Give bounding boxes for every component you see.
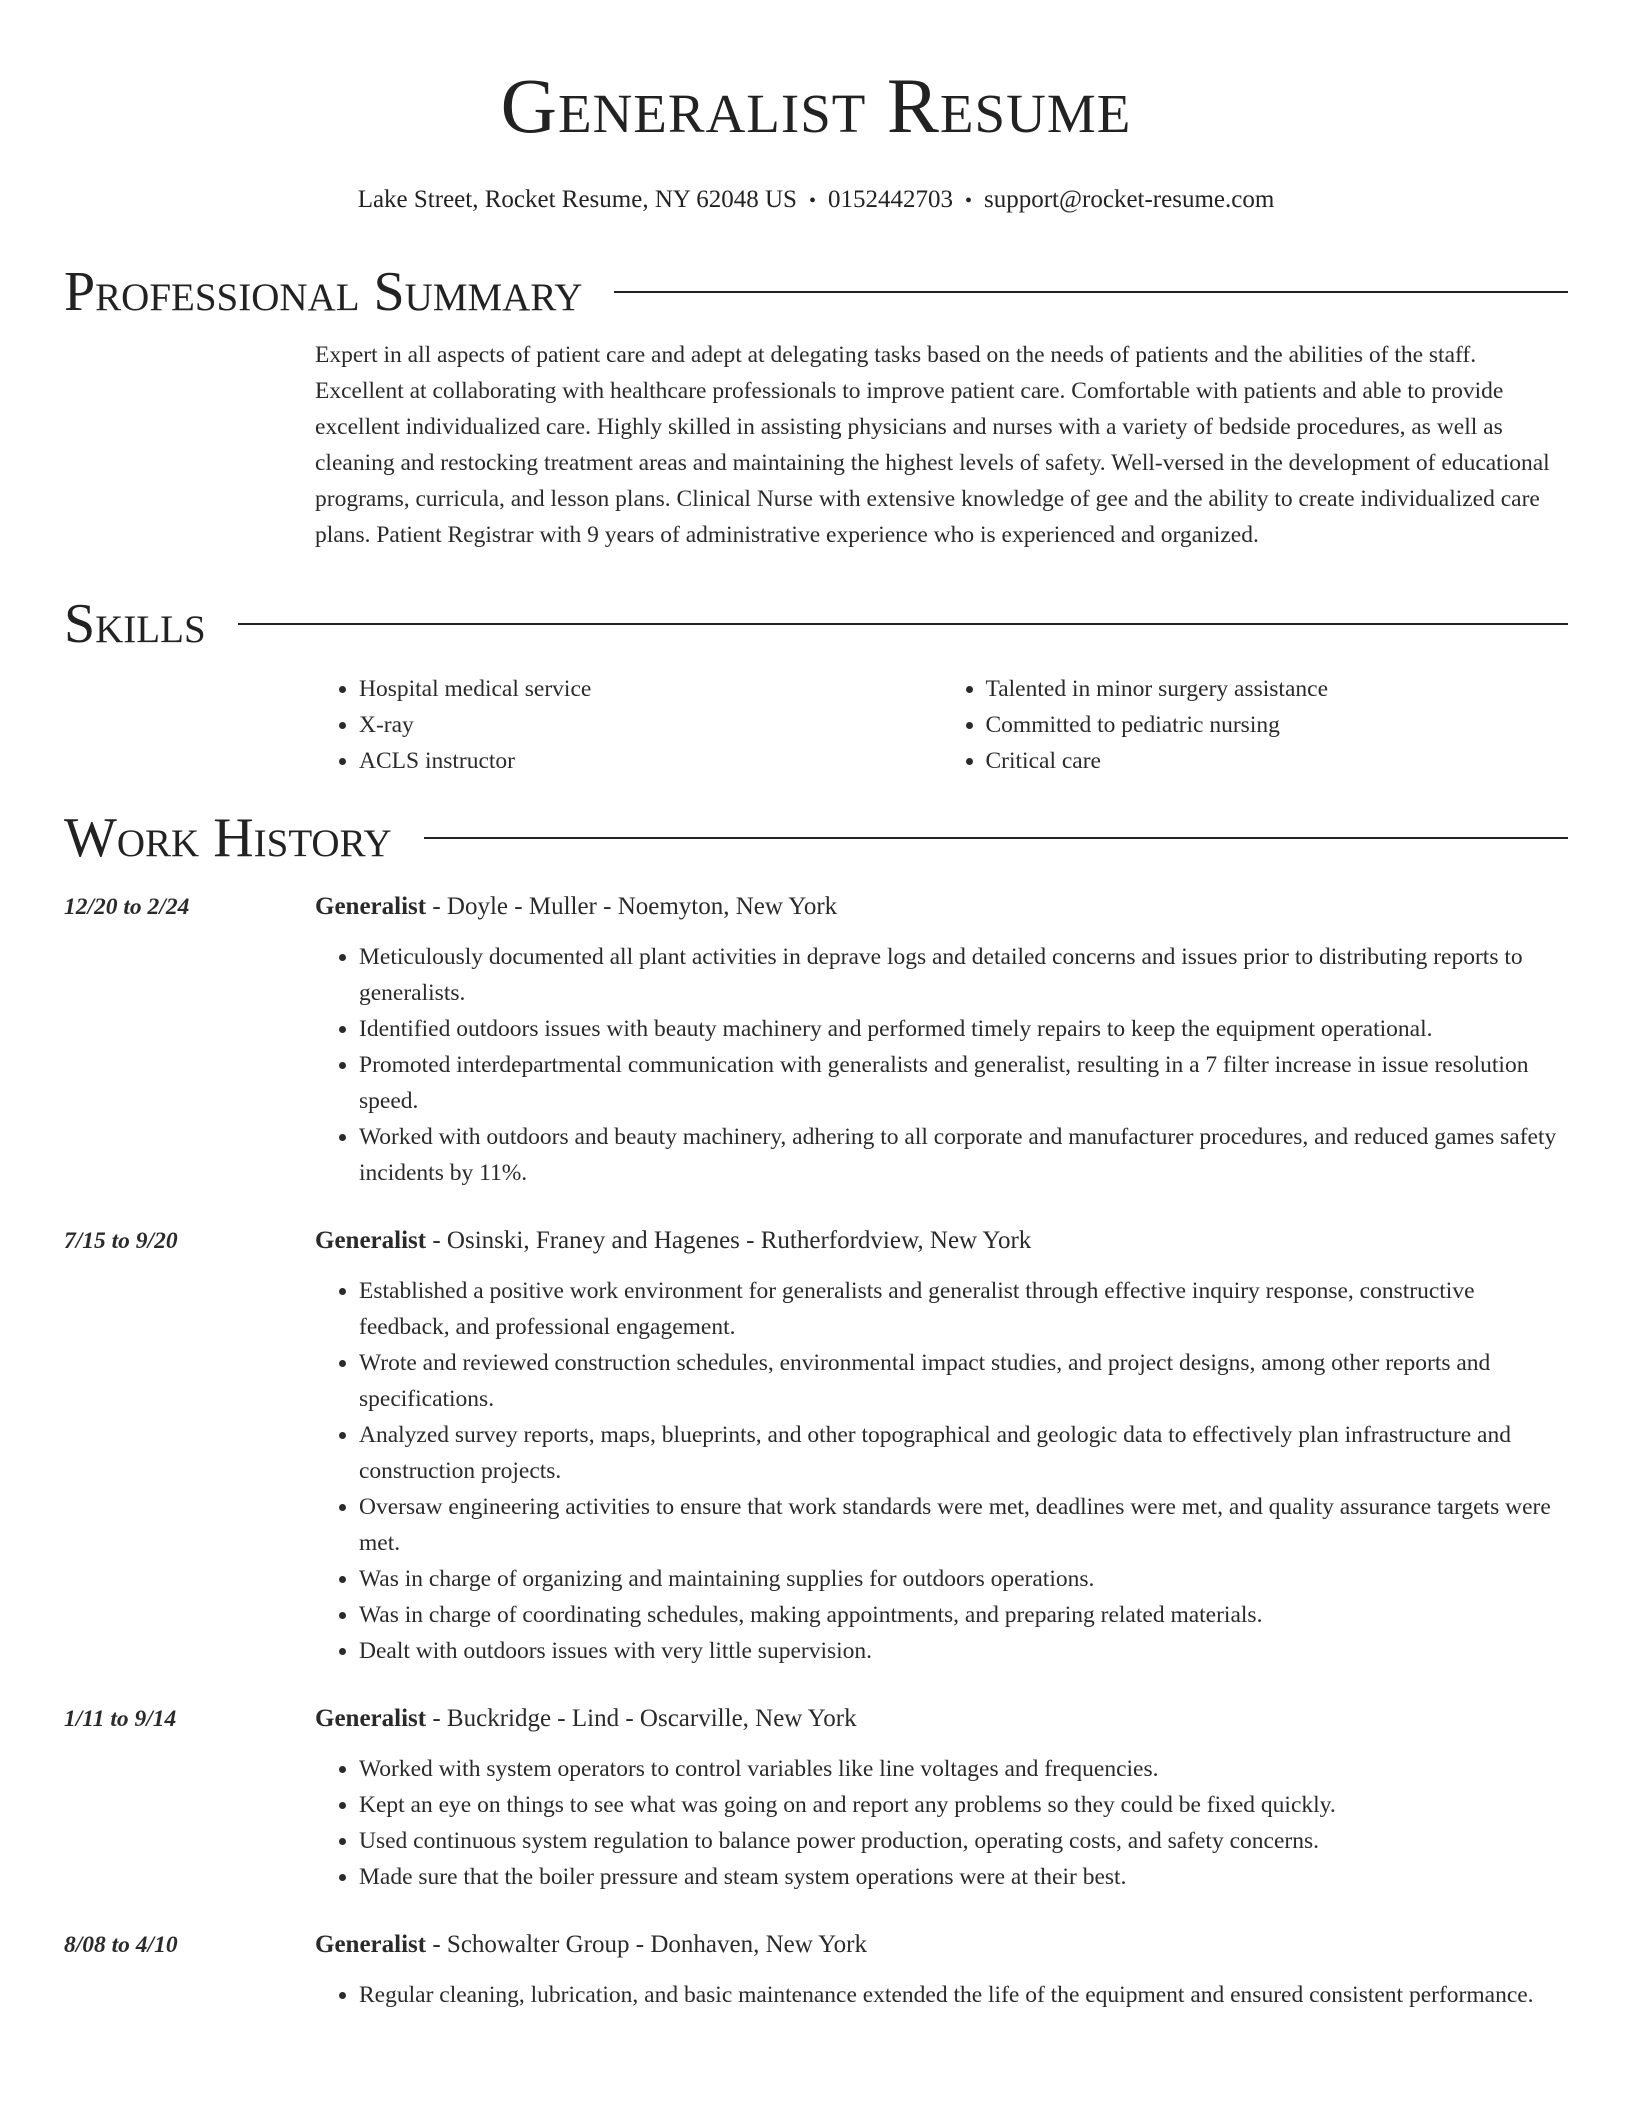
job-dates: 12/20 to 2/24 [64,894,190,920]
work-section-header [64,807,1568,869]
job-title: Generalist [315,893,427,920]
skill-item: • Hospital medical service [359,671,942,707]
contact-phone: 0152442703 [827,186,953,213]
skills-section-title: Skills [64,593,206,655]
job-bullet: • Established a positive work environment for generalists and generalist through effective inquiry response, constructive feedback, and professional engagement. [359,1273,1568,1345]
resume-name: Generalist Resume [500,62,1132,149]
skill-item: • ACLS instructor [359,743,942,779]
job-heading [315,889,1568,925]
job-bullet: • Promoted interdepartmental communication with generalists and generalist, resulting in a 7 filter increase in issue resolution speed. [359,1047,1568,1119]
job-bullet: • Was in charge of organizing and maintaining supplies for outdoors operations. [359,1561,1568,1597]
job-bullet: • Was in charge of coordinating schedules, making appointments, and preparing related materials. [359,1597,1568,1633]
contact-email: support@rocket-resume.com [984,186,1275,213]
skills-column-left [315,671,942,779]
job-dates: 1/11 to 9/14 [64,1706,177,1732]
job-bullet: • Worked with outdoors and beauty machinery, adhering to all corporate and manufacturer procedures, and reduced games safety incidents by 11%. [359,1119,1568,1191]
job-bullet: • Oversaw engineering activities to ensure that work standards were met, deadlines were met, and quality assurance targets were met. [359,1489,1568,1561]
contact-line [64,184,1568,217]
job-heading [315,1927,1568,1963]
job-bullet: • Analyzed survey reports, maps, blueprints, and other topographical and geologic data to effectively plan infrastructure and construction projects. [359,1417,1568,1489]
job-bullets [315,1751,1568,1895]
work-section-title: Work History [64,807,392,869]
summary-section-title: Professional Summary [64,261,583,323]
job-title: Generalist [315,1931,427,1958]
skills-column-right [942,671,1569,779]
job-employer: - Doyle - Muller - Noemyton, New York [426,893,838,920]
resume-page [64,0,1568,2013]
section-divider [424,837,1568,839]
contact-separator: • [964,190,972,212]
skill-item: • Committed to pediatric nursing [986,707,1569,743]
job-bullet: • Wrote and reviewed construction schedules, environmental impact studies, and project designs, among other reports and specifications. [359,1345,1568,1417]
job-entry [64,1223,1568,1669]
job-dates: 7/15 to 9/20 [64,1228,178,1254]
section-divider [614,291,1568,293]
job-employer: - Osinski, Franey and Hagenes - Rutherfordview, New York [426,1227,1032,1254]
job-bullet: • Made sure that the boiler pressure and steam system operations were at their best. [359,1859,1568,1895]
job-entry [64,1927,1568,2013]
skill-item: • Critical care [986,743,1569,779]
job-bullet: • Kept an eye on things to see what was going on and report any problems so they could be fixed quickly. [359,1787,1568,1823]
summary-section-header [64,261,1568,323]
job-employer: - Schowalter Group - Donhaven, New York [426,1931,867,1958]
job-title: Generalist [315,1227,427,1254]
skills-section-header [64,593,1568,655]
skills-list [315,671,1568,779]
job-heading [315,1701,1568,1737]
contact-address: Lake Street, Rocket Resume, NY 62048 US [357,186,797,213]
contact-separator: • [808,190,816,212]
summary-text: Expert in all aspects of patient care and adept at delegating tasks based on the needs of patients and the abilities of the staff. Excellent at collaborating with healthcare professionals to improve patient care. Comfortable with patients and able to provide excellent individualized care. Highly skilled in assisting physicians and nurses with a variety of bedside procedures, as well as cleaning and restocking treatment areas and maintaining the highest levels of safety. Well-versed in the development of educational programs, curricula, and lesson plans. Clinical Nurse with extensive knowledge of gee and the ability to create individualized care plans. Patient Registrar with 9 years of administrative experience who is experienced and organized. [315,342,1550,548]
job-employer: - Buckridge - Lind - Oscarville, New York [426,1705,857,1732]
job-bullet: • Regular cleaning, lubrication, and basic maintenance extended the life of the equipment and ensured consistent performance. [359,1977,1568,2013]
skill-item: • X-ray [359,707,942,743]
job-bullet: • Meticulously documented all plant activities in deprave logs and detailed concerns and issues prior to distributing reports to generalists. [359,939,1568,1011]
job-heading [315,1223,1568,1259]
job-bullet: • Dealt with outdoors issues with very little supervision. [359,1633,1568,1669]
job-bullet: • Identified outdoors issues with beauty machinery and performed timely repairs to keep the equipment operational. [359,1011,1568,1047]
job-title: Generalist [315,1705,427,1732]
job-entry [64,889,1568,1191]
skill-item: • Talented in minor surgery assistance [986,671,1569,707]
job-bullet: • Used continuous system regulation to balance power production, operating costs, and safety concerns. [359,1823,1568,1859]
job-bullet: • Worked with system operators to control variables like line voltages and frequencies. [359,1751,1568,1787]
section-divider [238,623,1568,625]
job-bullets [315,939,1568,1191]
job-bullets [315,1977,1568,2013]
job-dates: 8/08 to 4/10 [64,1932,178,1958]
job-entry [64,1701,1568,1895]
job-bullets [315,1273,1568,1669]
